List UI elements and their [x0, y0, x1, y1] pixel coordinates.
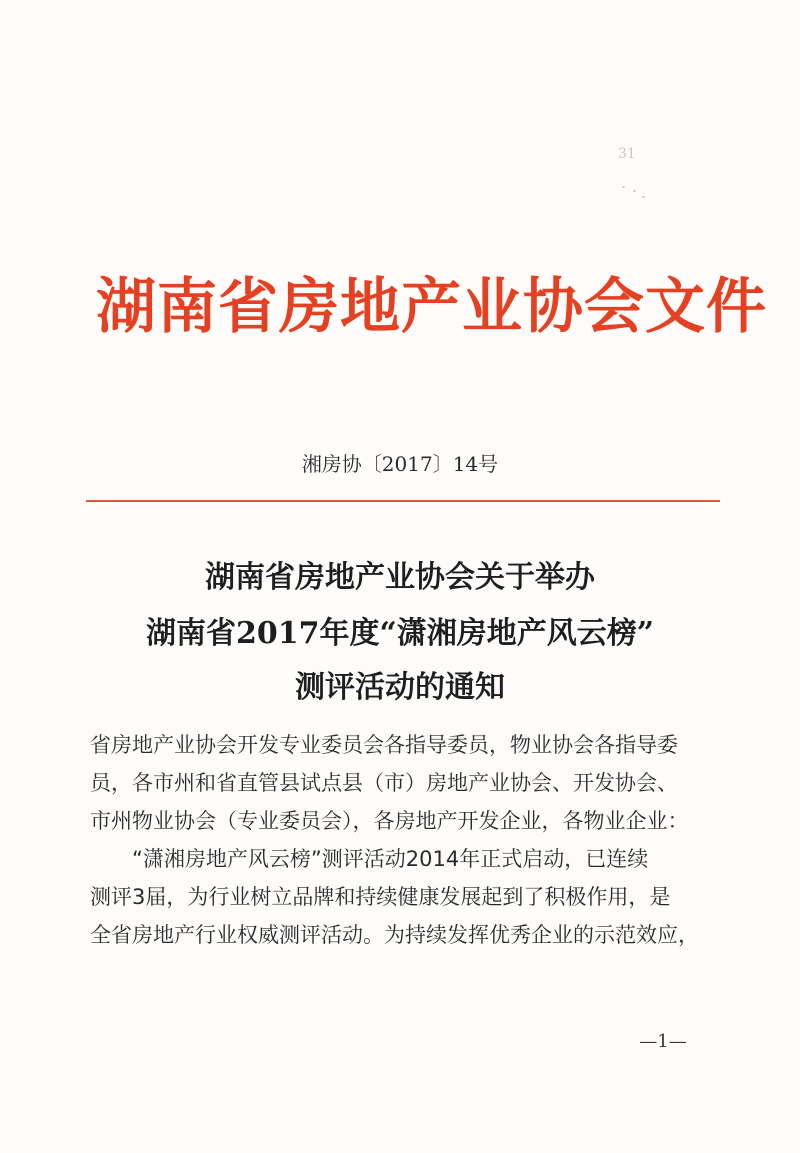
scan-mark: 31 — [618, 146, 636, 162]
paragraph-line-indented: “潇湘房地产风云榜”测评活动2014年正式启动，已连续 — [132, 847, 649, 871]
document-masthead: 湖南省房地产业协会文件 — [96, 272, 767, 342]
document-title-line: 湖南省2017年度“潇湘房地产风云榜” — [145, 616, 654, 651]
recipients-line: 省房地产业协会开发专业委员会各指导委员，物业协会各指导委 — [90, 733, 678, 757]
scan-speck — [622, 186, 625, 188]
recipients-line: 员，各市州和省直管县试点县（市）房地产业协会、开发协会、 — [90, 771, 678, 795]
document-number: 湘房协〔2017〕14号 — [301, 452, 499, 476]
paragraph-line: 测评3届，为行业树立品牌和持续健康发展起到了积极作用，是 — [90, 885, 671, 909]
scan-speck — [633, 190, 636, 192]
document-title-line: 测评活动的通知 — [295, 670, 505, 705]
paragraph-line: 全省房地产行业权威测评活动。为持续发挥优秀企业的示范效应， — [90, 923, 699, 947]
red-divider-rule — [86, 500, 720, 502]
scan-speck — [642, 196, 645, 198]
recipients-line: 市州物业协会（专业委员会），各房地产开发企业，各物业企业： — [90, 809, 689, 833]
page-number: —1— — [639, 1031, 687, 1052]
document-title-line: 湖南省房地产业协会关于举办 — [205, 560, 595, 595]
